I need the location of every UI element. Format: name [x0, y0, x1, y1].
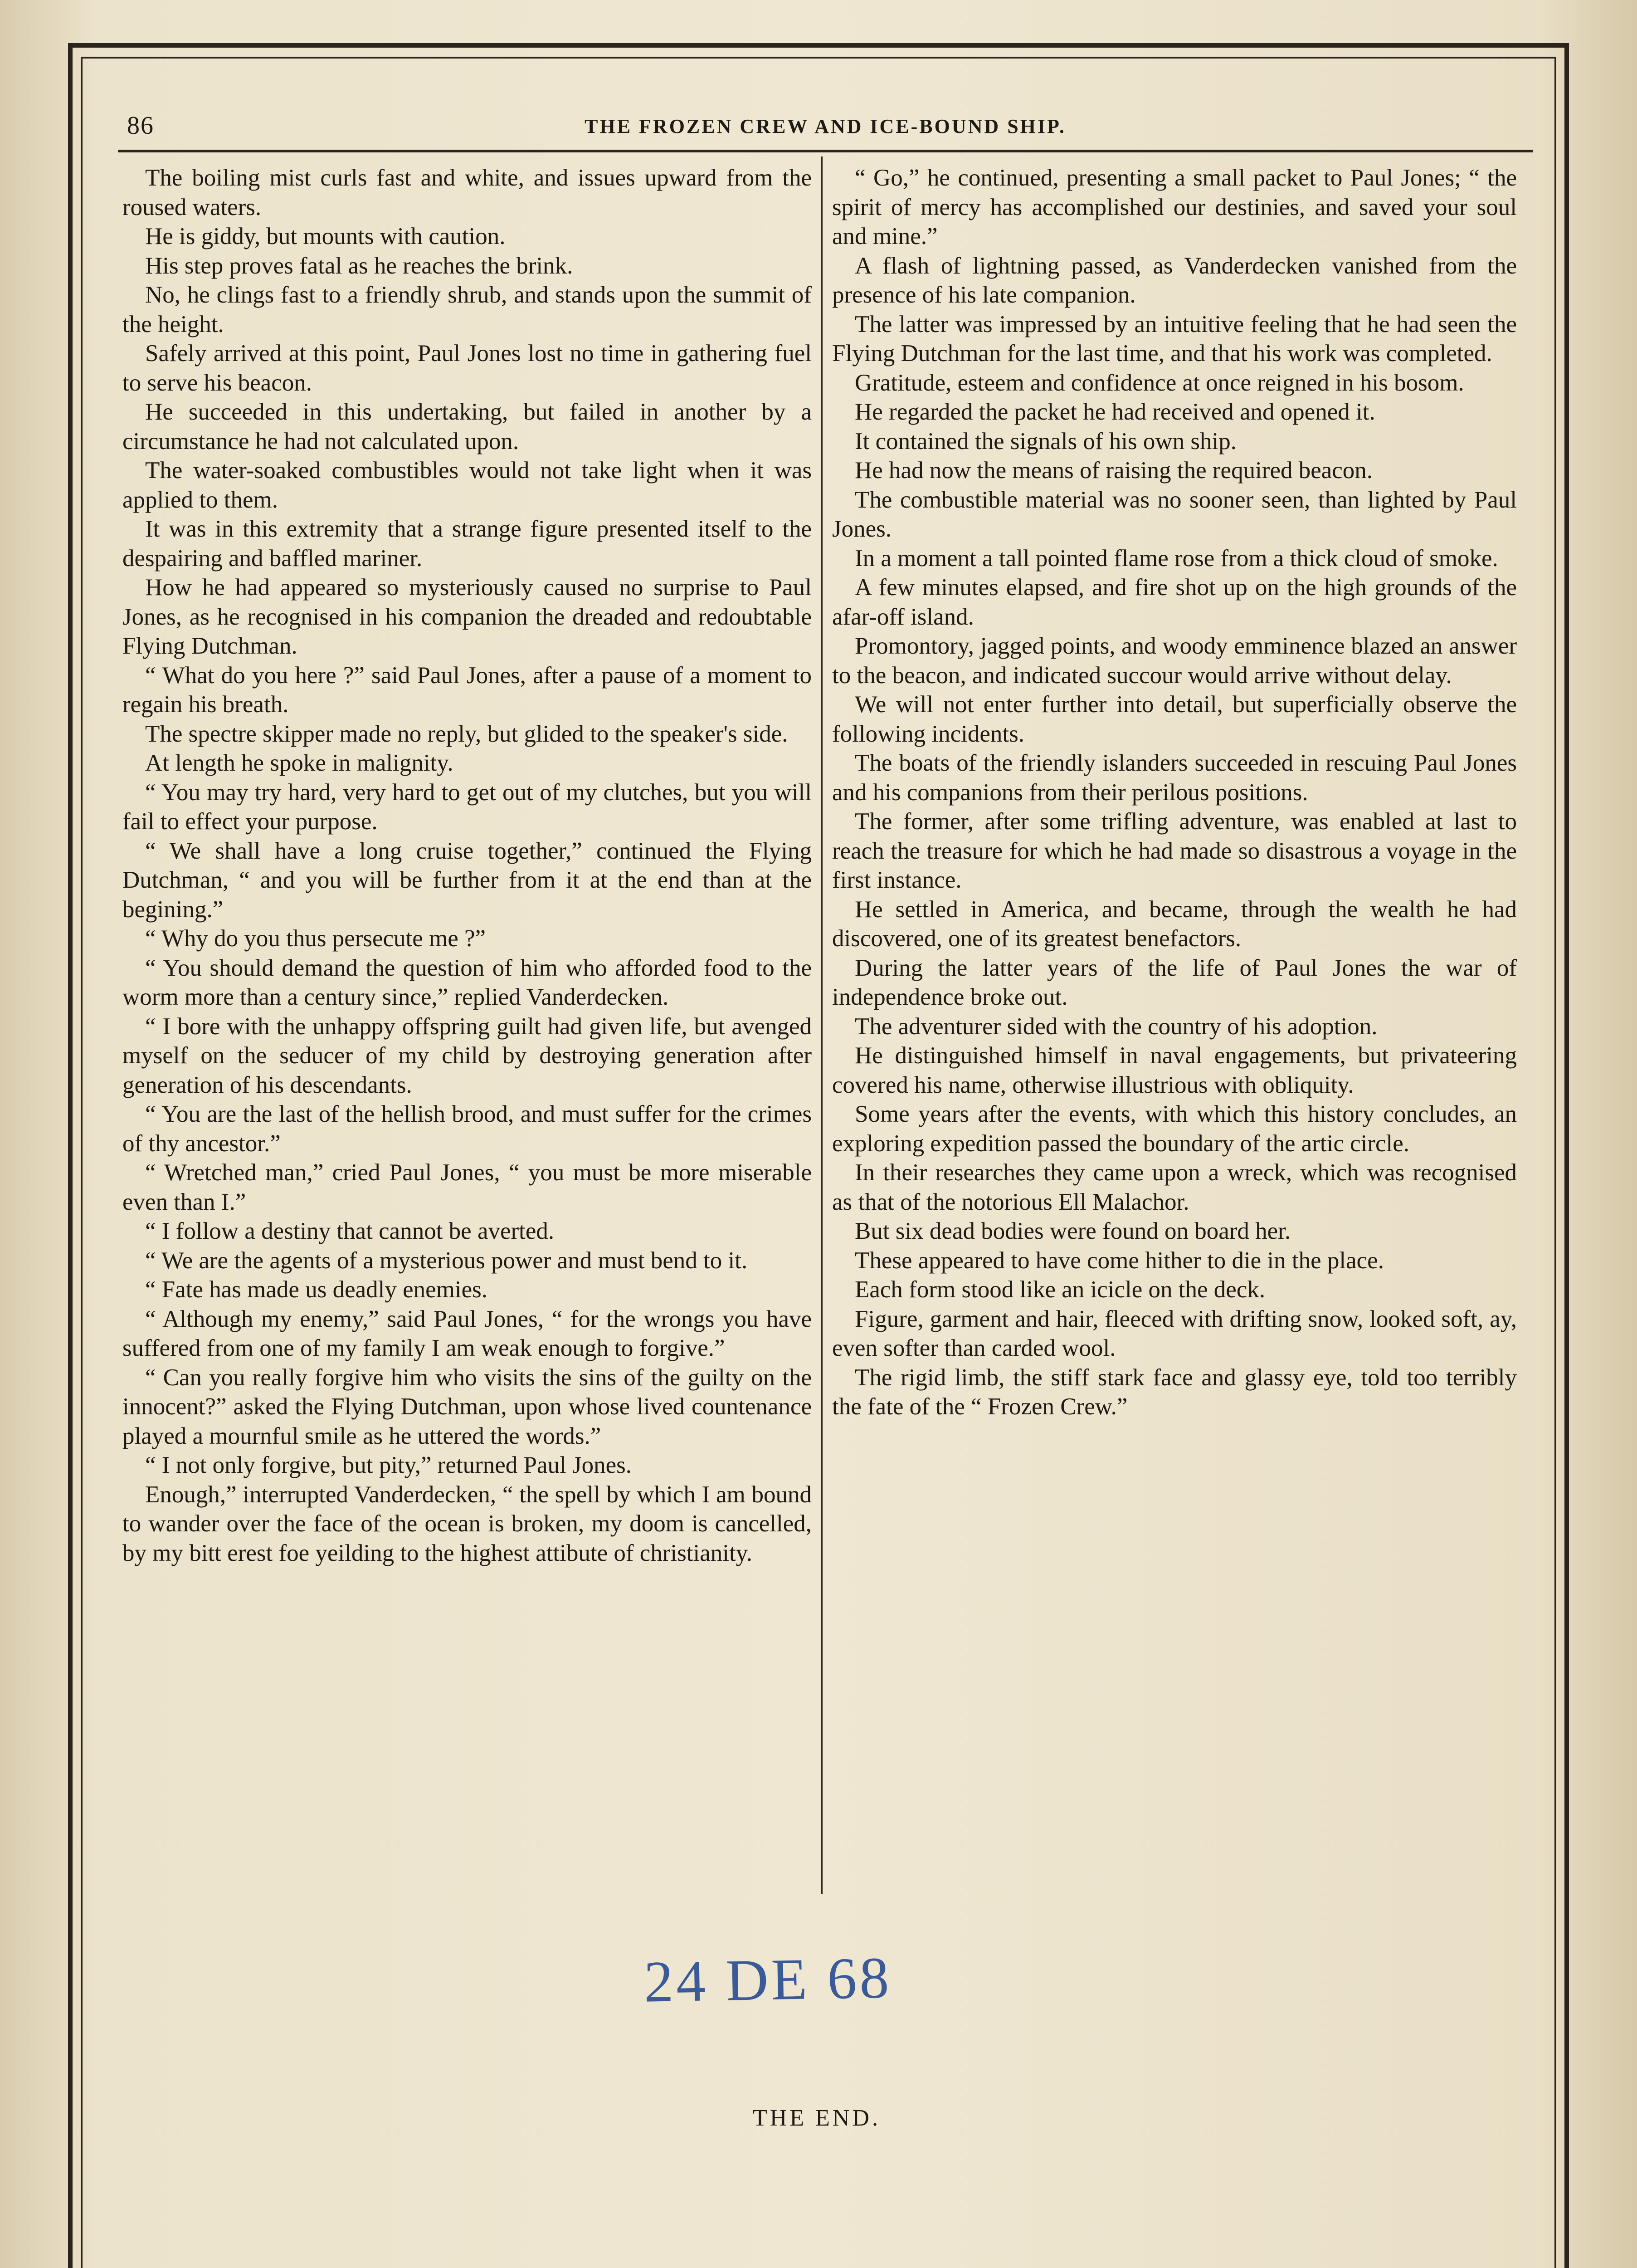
paragraph: “ You should demand the question of him who afforded food to the worm more than a century since,” replied Vanderdecken. [122, 954, 812, 1010]
header-rule [118, 150, 1533, 152]
date-stamp: 24 DE 68 [643, 1945, 892, 2015]
right-column [832, 163, 1517, 1422]
paragraph: “ Can you really forgive him who visits the sins of the guilty on the innocent?” asked the Flying Dutchman, upon whose lived countenance played a mournful smile as he uttered the words.” [122, 1364, 812, 1449]
paragraph: Enough,” interrupted Vanderdecken, “ the spell by which I am bound to wander over the face of the ocean is broken, my doom is cancelled, by my bitt erest foe yeilding to the highest attibute of christianity. [122, 1481, 812, 1566]
paragraph: Each form stood like an icicle on the deck. [855, 1276, 1266, 1303]
paragraph: “ What do you here ?” said Paul Jones, after a pause of a moment to regain his breath. [122, 662, 812, 718]
left-column [122, 163, 812, 1568]
paragraph: No, he clings fast to a friendly shrub, and stands upon the summit of the height. [122, 282, 812, 337]
paragraph: A flash of lightning passed, as Vanderdecken vanished from the presence of his late companion. [832, 252, 1517, 308]
paragraph: The spectre skipper made no reply, but glided to the speaker's side. [145, 720, 788, 747]
paragraph: During the latter years of the life of Paul Jones the war of independence broke out. [832, 954, 1517, 1010]
paragraph: “ Fate has made us deadly enemies. [145, 1276, 487, 1303]
paragraph: He settled in America, and became, through the wealth he had discovered, one of its greatest benefactors. [832, 896, 1517, 952]
paragraph: The boats of the friendly islanders succeeded in rescuing Paul Jones and his companions from their perilous positions. [832, 750, 1517, 806]
paragraph: But six dead bodies were found on board her. [855, 1218, 1291, 1244]
paragraph: Gratitude, esteem and confidence at once reigned in his bosom. [855, 369, 1464, 396]
paragraph: He regarded the packet he had received and opened it. [855, 399, 1375, 425]
paragraph: How he had appeared so mysteriously caused no surprise to Paul Jones, as he recognised in his companion the dreaded and redoubtable Flying Dutchman. [122, 574, 812, 659]
paragraph: The rigid limb, the stiff stark face and glassy eye, told too terribly the fate of the “ Frozen Crew.” [832, 1364, 1517, 1420]
paragraph: “ Wretched man,” cried Paul Jones, “ you must be more miserable even than I.” [122, 1159, 812, 1215]
page-number: 86 [127, 112, 154, 140]
paragraph: “ Although my enemy,” said Paul Jones, “ for the wrongs you have suffered from one of my family I am weak enough to forgive.” [122, 1305, 812, 1361]
paragraph: These appeared to have come hither to die in the place. [855, 1247, 1384, 1274]
page-header [122, 111, 1528, 152]
paragraph: His step proves fatal as he reaches the brink. [145, 252, 573, 279]
paragraph: Figure, garment and hair, fleeced with drifting snow, looked soft, ay, even softer than carded wool. [832, 1305, 1517, 1361]
paragraph: He distinguished himself in naval engagements, but privateering covered his name, otherwise illustrious with obliquity. [832, 1042, 1517, 1098]
the-end: THE END. [753, 2105, 881, 2131]
paragraph: The latter was impressed by an intuitive feeling that he had seen the Flying Dutchman for the last time, and that his work was completed. [832, 311, 1517, 367]
paragraph: “ We are the agents of a mysterious power and must bend to it. [145, 1247, 748, 1274]
paragraph: He had now the means of raising the required beacon. [855, 457, 1373, 484]
paragraph: Safely arrived at this point, Paul Jones lost no time in gathering fuel to serve his beacon. [122, 340, 812, 396]
paragraph: At length he spoke in malignity. [145, 750, 453, 776]
paragraph: “ Why do you thus persecute me ?” [145, 925, 486, 952]
paragraph: It was in this extremity that a strange figure presented itself to the despairing and baffled mariner. [122, 516, 812, 572]
paragraph: He succeeded in this undertaking, but failed in another by a circumstance he had not calculated upon. [122, 399, 812, 455]
paragraph: The adventurer sided with the country of his adoption. [855, 1013, 1378, 1040]
paragraph: “ Go,” he continued, presenting a small packet to Paul Jones; “ the spirit of mercy has accomplished our destinies, and saved your soul and mine.” [832, 165, 1517, 249]
paragraph: The water-soaked combustibles would not take light when it was applied to them. [122, 457, 812, 513]
paragraph: He is giddy, but mounts with caution. [145, 223, 506, 249]
paragraph: Some years after the events, with which this history concludes, an exploring expedition passed the boundary of the artic circle. [832, 1101, 1517, 1157]
paragraph: The combustible material was no sooner seen, than lighted by Paul Jones. [832, 486, 1517, 542]
paragraph: “ We shall have a long cruise together,” continued the Flying Dutchman, “ and you will be further from it at the end than at the begining.” [122, 837, 812, 923]
paragraph: The former, after some trifling adventure, was enabled at last to reach the treasure for which he had made so disastrous a voyage in the first instance. [832, 808, 1517, 893]
paragraph: Promontory, jagged points, and woody emminence blazed an answer to the beacon, and indicated succour would arrive without delay. [832, 633, 1517, 689]
paragraph: “ You are the last of the hellish brood, and must suffer for the crimes of thy ancestor.” [122, 1101, 812, 1157]
paragraph: The boiling mist curls fast and white, and issues upward from the roused waters. [122, 165, 812, 220]
paragraph: “ I bore with the unhappy offspring guilt had given life, but avenged myself on the seducer of my child by destroying generation after generation of his descendants. [122, 1013, 812, 1098]
running-head: THE FROZEN CREW AND ICE-BOUND SHIP. [585, 115, 1066, 137]
paragraph: “ I not only forgive, but pity,” returned Paul Jones. [145, 1452, 632, 1478]
column-divider [821, 156, 823, 1894]
paragraph: “ You may try hard, very hard to get out of my clutches, but you will fail to effect your purpose. [122, 779, 812, 835]
paragraph: A few minutes elapsed, and fire shot up on the high grounds of the afar-off island. [832, 574, 1517, 630]
paragraph: We will not enter further into detail, but superficially observe the following incidents. [832, 691, 1517, 747]
paragraph: In a moment a tall pointed flame rose from a thick cloud of smoke. [855, 545, 1498, 572]
paragraph: It contained the signals of his own ship. [855, 428, 1237, 455]
paragraph: “ I follow a destiny that cannot be averted. [145, 1218, 555, 1244]
paragraph: In their researches they came upon a wreck, which was recognised as that of the notorious Ell Malachor. [832, 1159, 1517, 1215]
